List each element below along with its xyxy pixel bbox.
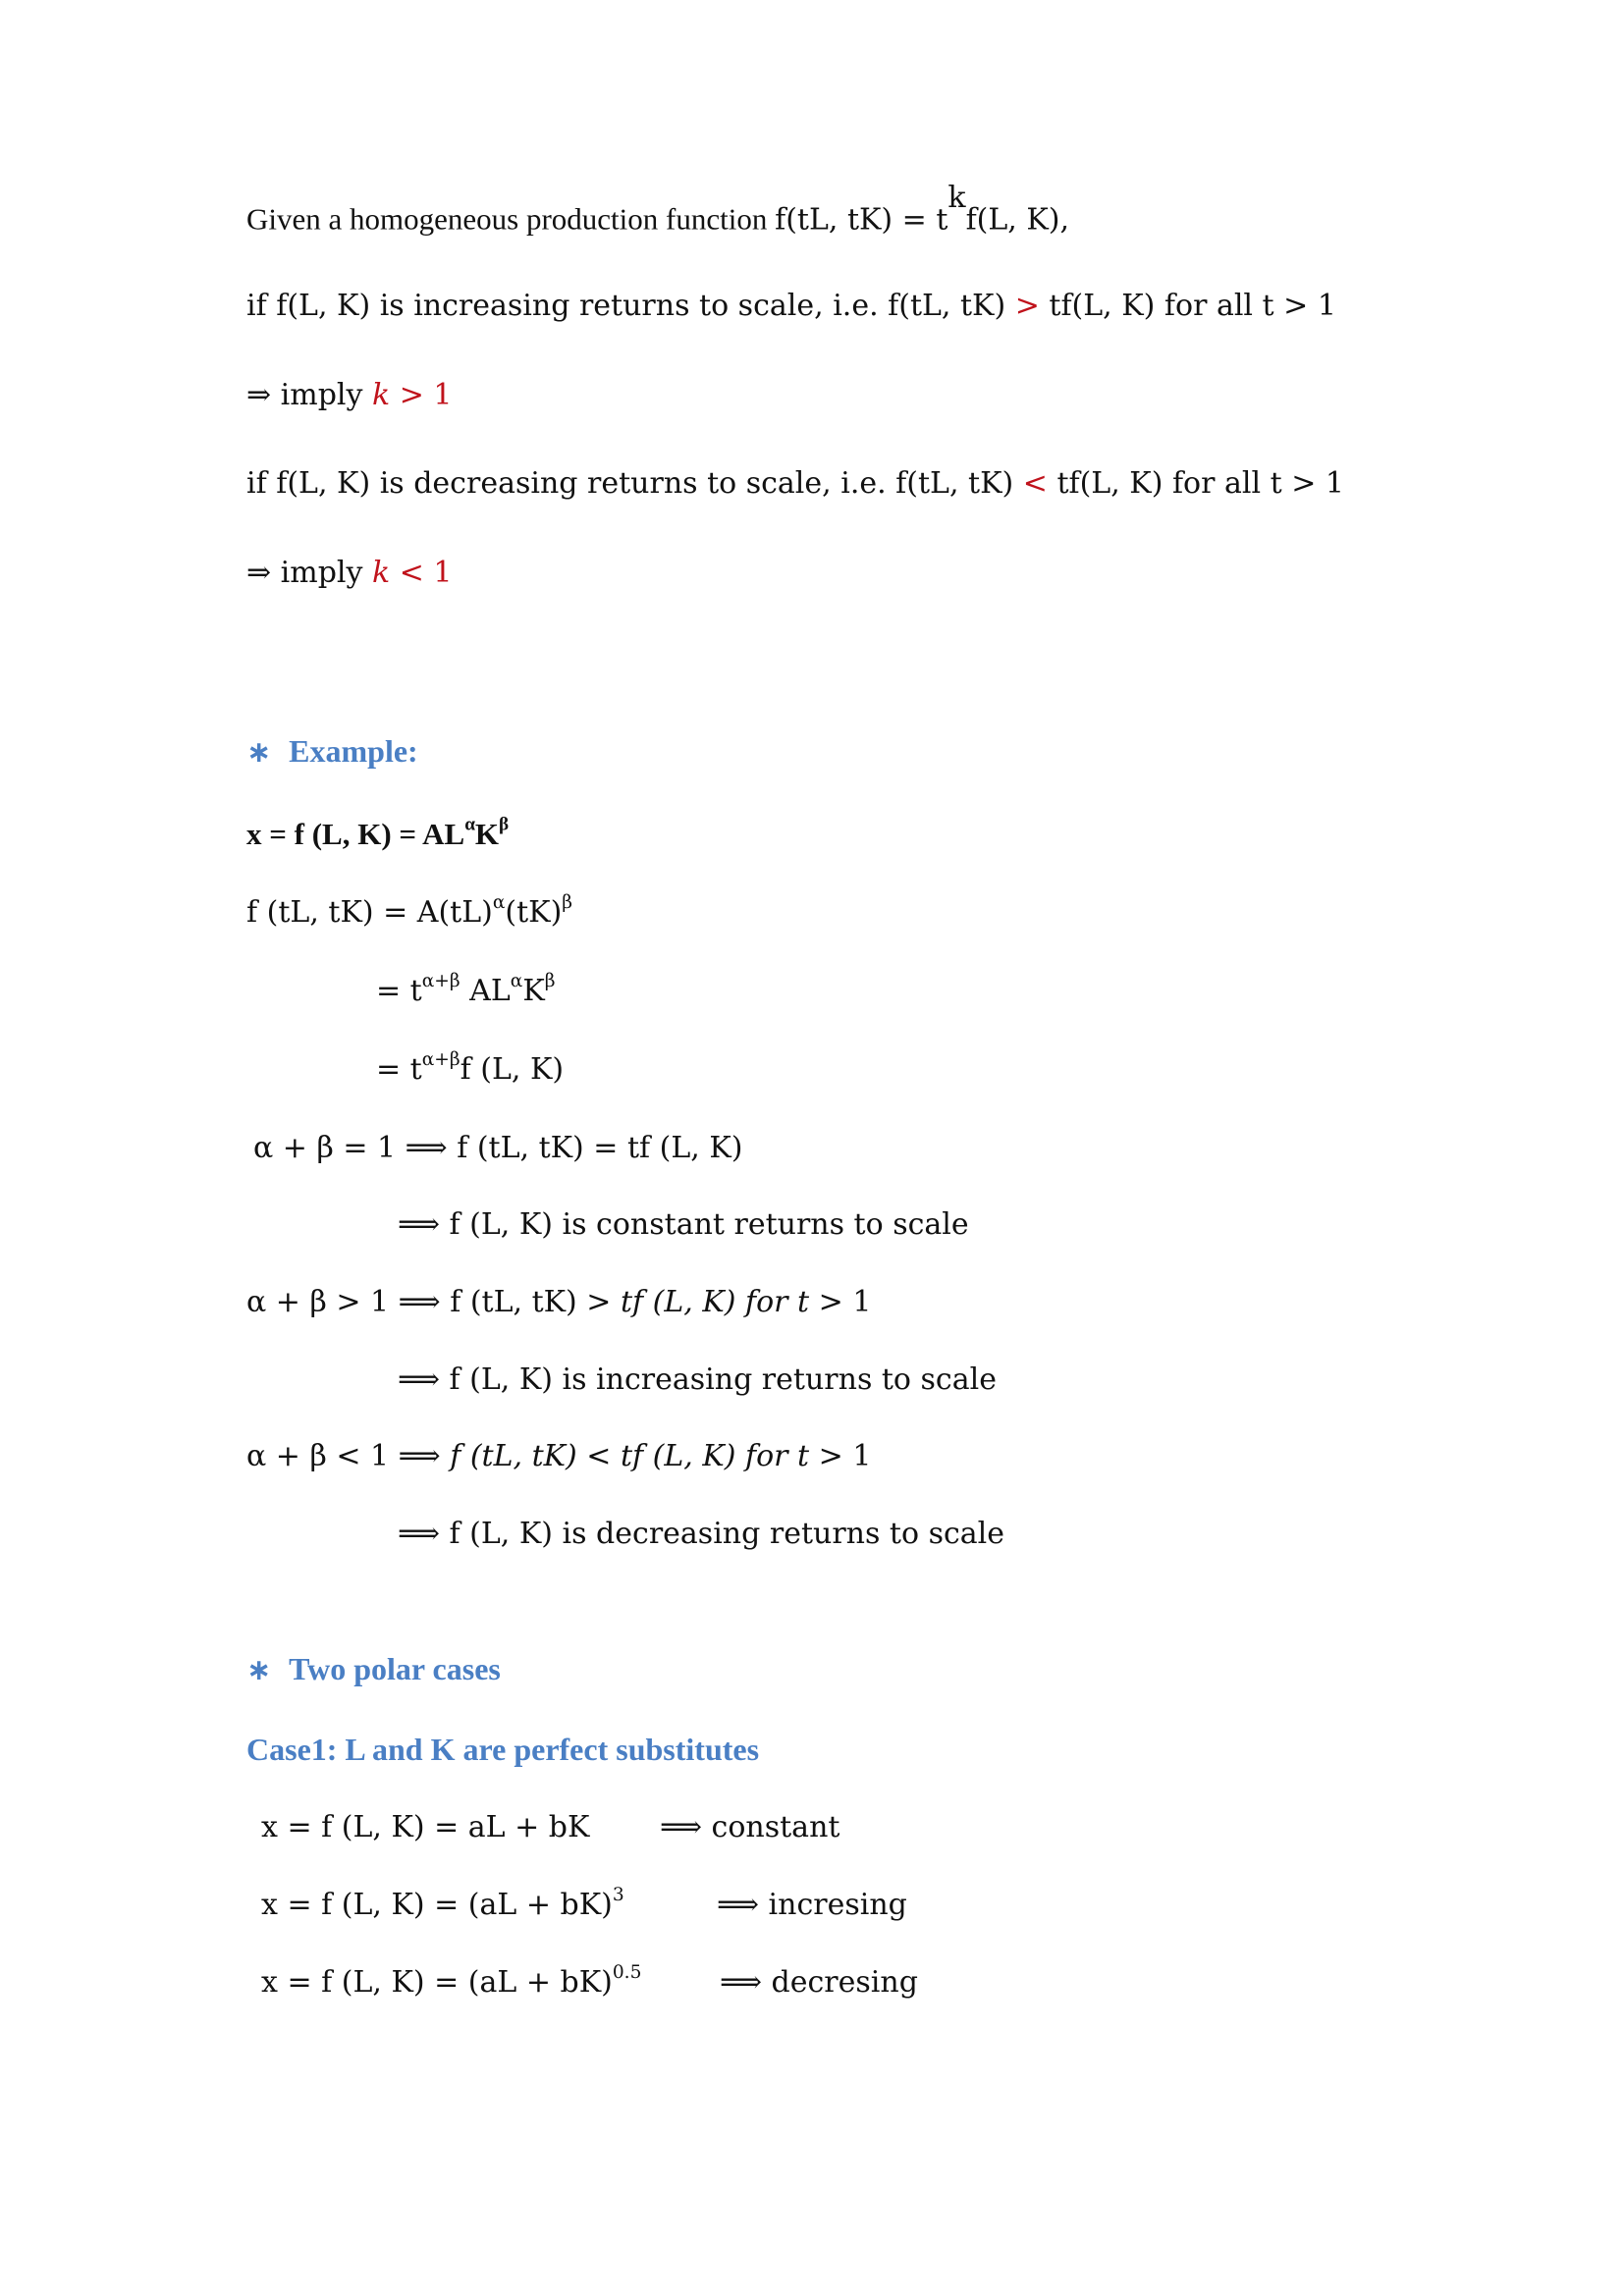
step-1-lhs: f (tL, tK) = A(tL)	[246, 895, 493, 930]
polar-row-2-result	[717, 1886, 907, 1925]
case-decreasing-result-text: ⟹ f (L, K) is decreasing returns to scale	[398, 1517, 1005, 1551]
irs-line	[246, 287, 1336, 326]
step-1	[246, 893, 572, 933]
irs-k: k	[372, 378, 391, 412]
irs-symbol: >	[1014, 289, 1040, 323]
polar-row-1	[261, 1808, 589, 1847]
polar-row-1-lhs: x = f (L, K) = aL + bK	[261, 1810, 590, 1844]
case-decreasing-result	[398, 1515, 1004, 1554]
def-beta: β	[499, 814, 510, 835]
intro-text: Given a homogeneous production function	[246, 201, 776, 237]
step-2-exponent: α+β	[421, 971, 460, 992]
polar-row-2-lhs: x = f (L, K) = (aL + bK)	[261, 1888, 613, 1922]
step-1-beta: β	[562, 892, 573, 914]
asterisk-icon: ∗	[246, 1653, 272, 1687]
polar-row-3-lhs: x = f (L, K) = (aL + bK)	[261, 1965, 613, 2000]
step-2-k: K	[522, 974, 545, 1008]
case-increasing-result	[398, 1361, 997, 1400]
step-1-mid: (tK)	[505, 895, 563, 930]
polar-row-3-result	[720, 1963, 918, 2002]
example-title: Example:	[289, 733, 418, 769]
irs-lead: if f(L, K) is increasing returns to scale, i.e. f(tL, tK)	[246, 289, 1015, 323]
case-constant	[253, 1129, 742, 1168]
intro-line	[246, 181, 1070, 240]
case-increasing	[246, 1283, 871, 1322]
polar-row-1-result	[660, 1808, 839, 1847]
polar-row-2-rhs: ⟹ incresing	[717, 1888, 907, 1922]
polar-heading	[246, 1649, 501, 1690]
example-definition	[246, 815, 509, 854]
def-lhs: x = f (L, K) = AL	[246, 817, 465, 851]
intro-exponent: k	[947, 181, 966, 215]
case1-title: Case1: L and K are perfect substitutes	[246, 1732, 760, 1767]
step-2	[376, 972, 555, 1011]
intro-rhs: f(L, K),	[965, 202, 1070, 238]
case-decreasing-a: α + β < 1 ⟹	[246, 1439, 451, 1473]
case-increasing-result-text: ⟹ f (L, K) is increasing returns to scale	[398, 1362, 997, 1397]
polar-row-3	[261, 1963, 641, 2002]
intro-lhs: f(tL, tK) = t	[775, 202, 948, 238]
drs-symbol: <	[1022, 466, 1048, 501]
case-decreasing-b: f (tL, tK) < tf (L, K) for t	[450, 1439, 810, 1473]
step-1-alpha: α	[492, 892, 506, 914]
drs-tail: tf(L, K) for all t > 1	[1047, 466, 1344, 501]
polar-title: Two polar cases	[289, 1651, 501, 1686]
step-2-pre: = t	[376, 974, 422, 1008]
drs-implication	[246, 554, 452, 593]
polar-row-3-rhs: ⟹ decresing	[720, 1965, 918, 2000]
irs-condition: > 1	[390, 378, 453, 412]
polar-row-2	[261, 1886, 624, 1925]
drs-lead: if f(L, K) is decreasing returns to scale, i.e. f(tL, tK)	[246, 466, 1023, 501]
case-constant-result-text: ⟹ f (L, K) is constant returns to scale	[398, 1207, 969, 1242]
polar-row-3-exponent: 0.5	[612, 1962, 642, 1984]
step-2-mid: AL	[460, 974, 511, 1008]
drs-condition: < 1	[390, 556, 453, 590]
def-k: K	[474, 817, 500, 851]
case-increasing-a: α + β > 1 ⟹ f (tL, tK) >	[246, 1285, 621, 1319]
step-3-exponent: α+β	[421, 1049, 460, 1071]
drs-k: k	[372, 556, 391, 590]
drs-implies: ⇒ imply	[246, 556, 372, 590]
irs-implication	[246, 376, 452, 415]
case-increasing-b: tf (L, K) for t	[620, 1285, 810, 1319]
polar-row-1-rhs: ⟹ constant	[660, 1810, 840, 1844]
step-3-tail: f (L, K)	[460, 1052, 565, 1087]
polar-row-2-exponent: 3	[612, 1885, 624, 1906]
case-constant-result	[398, 1205, 969, 1245]
irs-tail: tf(L, K) for all t > 1	[1039, 289, 1336, 323]
step-3-pre: = t	[376, 1052, 422, 1087]
asterisk-icon: ∗	[246, 735, 272, 770]
def-alpha: α	[464, 814, 475, 835]
case-increasing-c: > 1	[809, 1285, 872, 1319]
step-3	[376, 1050, 564, 1090]
irs-implies: ⇒ imply	[246, 378, 372, 412]
step-2-alpha: α	[510, 971, 523, 992]
drs-line	[246, 464, 1344, 504]
case1-heading	[246, 1730, 759, 1769]
example-heading	[246, 731, 418, 773]
step-2-beta: β	[544, 971, 556, 992]
case-decreasing	[246, 1437, 871, 1476]
case-constant-text: α + β = 1 ⟹ f (tL, tK) = tf (L, K)	[253, 1131, 743, 1165]
case-decreasing-c: > 1	[809, 1439, 872, 1473]
